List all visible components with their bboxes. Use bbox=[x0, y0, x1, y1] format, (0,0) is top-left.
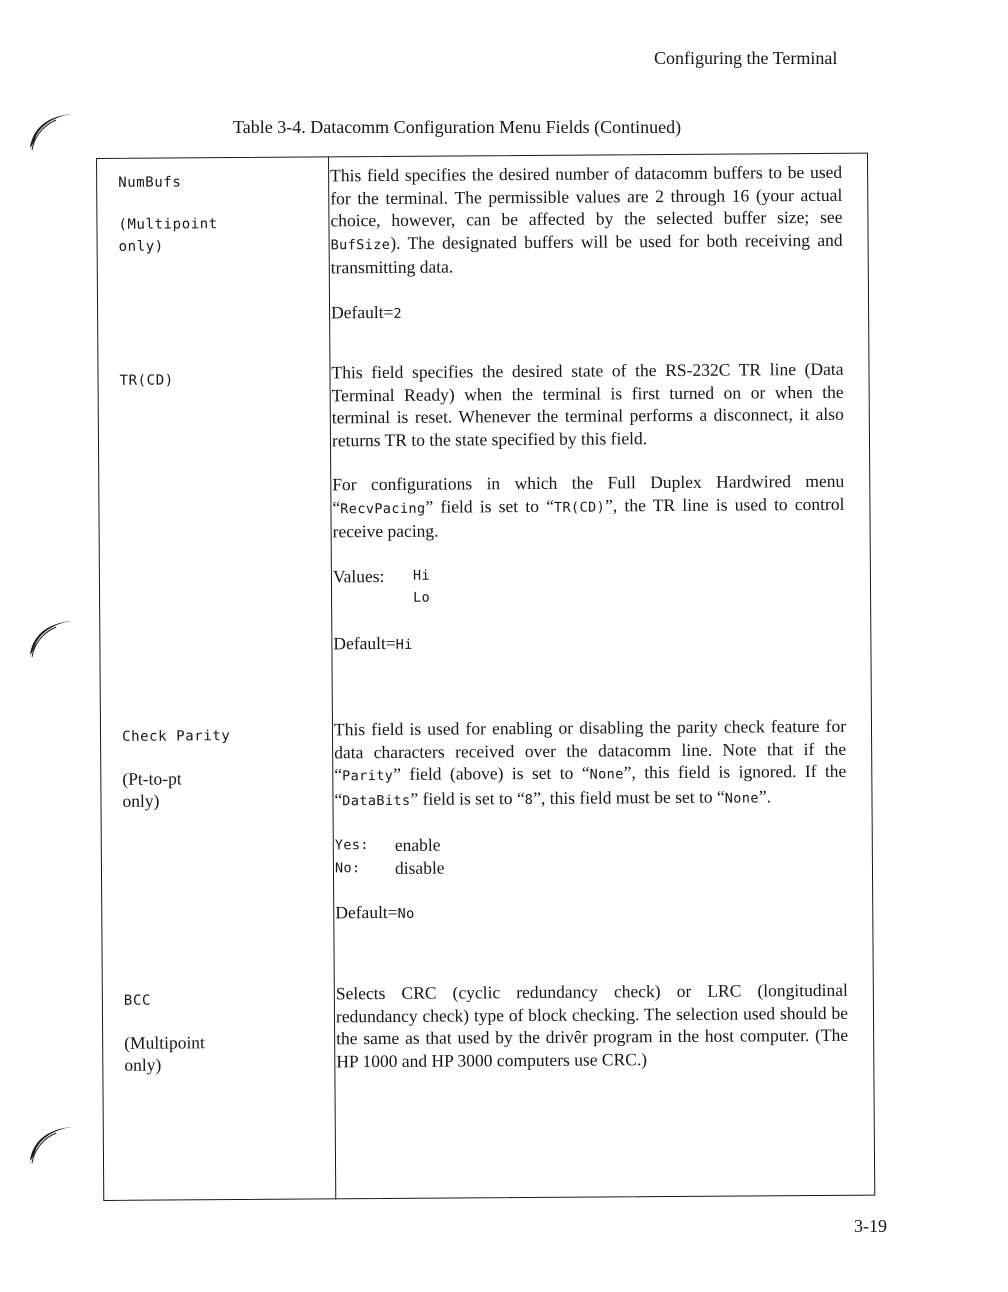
description-text: For configurations in which the Full Duplex Hardwired menu “RecvPacing” field is set to “TR(CD)”, the TR line is used to control receive pacing. bbox=[332, 470, 845, 542]
table-row-bcc-description bbox=[336, 979, 849, 1095]
description-text: This field specifies the desired number of datacomm buffers to be used for the terminal. The permissible values are 2 through 16 (your actual choice, however, can be affected by the selected buffer size; see BufSize). The designated buffers will be used for both receiving and transmitting data. bbox=[330, 161, 843, 278]
config-table bbox=[96, 153, 875, 1201]
table-row-check-parity-field bbox=[122, 724, 323, 831]
page-number: 3-19 bbox=[854, 1216, 887, 1236]
description-text: Selects CRC (cyclic redundancy check) or LRC (longitudinal redundancy check) type of block checking. The selection used should be the same as that used by the drivȇr program in the host computer. (The HP 1000 and HP 3000 computers use CRC.) bbox=[335, 979, 849, 1071]
table-row-numbufs-field bbox=[118, 170, 319, 277]
default-value: Default=Hi bbox=[333, 632, 413, 653]
option-text: enable bbox=[394, 834, 441, 855]
field-name: TR(CD) bbox=[119, 372, 174, 389]
default-value: Default=2 bbox=[331, 301, 403, 322]
options-list bbox=[335, 831, 847, 880]
field-qualifier: (Multipoint only) bbox=[124, 1032, 205, 1075]
table-caption: Table 3-4. Datacomm Configuration Menu Fields (Continued) bbox=[233, 117, 682, 137]
option-text: disable bbox=[394, 857, 445, 878]
description-text: This field is used for enabling or disabling the parity check feature for data characters received over the datacomm line. Note that if the “Parity” field (above) is set to “None”, this field is ignored. If the “DataBits” field is set to “8”, this field must be set to “None”. bbox=[333, 715, 847, 809]
value-item: Lo bbox=[413, 589, 431, 606]
punch-hole-mark bbox=[26, 1121, 76, 1167]
table-row-trcd-description bbox=[331, 358, 845, 679]
field-qualifier: (Pt-to-pt only) bbox=[122, 768, 182, 811]
table-row-trcd-field bbox=[119, 368, 319, 411]
values-label: Values: bbox=[332, 565, 385, 586]
field-name: BCC bbox=[123, 992, 152, 1009]
field-name: NumBufs bbox=[118, 174, 182, 191]
default-value: Default=No bbox=[335, 901, 415, 923]
table-row-bcc-field bbox=[124, 988, 325, 1095]
punch-hole-mark bbox=[26, 615, 76, 661]
field-name: Check Parity bbox=[121, 728, 231, 745]
running-head: Configuring the Terminal bbox=[654, 48, 838, 68]
description-text: This field specifies the desired state of the RS-232C TR line (Data Terminal Ready) when the terminal is first turned on or when the terminal is reset. Whenever the terminal performs a disconnect, it also returns TR to the state specified by this field. bbox=[331, 358, 844, 450]
value-item: Hi bbox=[412, 567, 431, 584]
values-list bbox=[333, 561, 845, 610]
punch-hole-mark bbox=[26, 108, 76, 154]
table-row-numbufs-description bbox=[330, 161, 843, 348]
option-key: No: bbox=[334, 859, 361, 876]
table-row-check-parity-description bbox=[334, 715, 848, 948]
option-key: Yes: bbox=[334, 837, 369, 854]
field-qualifier: (Multipoint only) bbox=[118, 216, 218, 255]
